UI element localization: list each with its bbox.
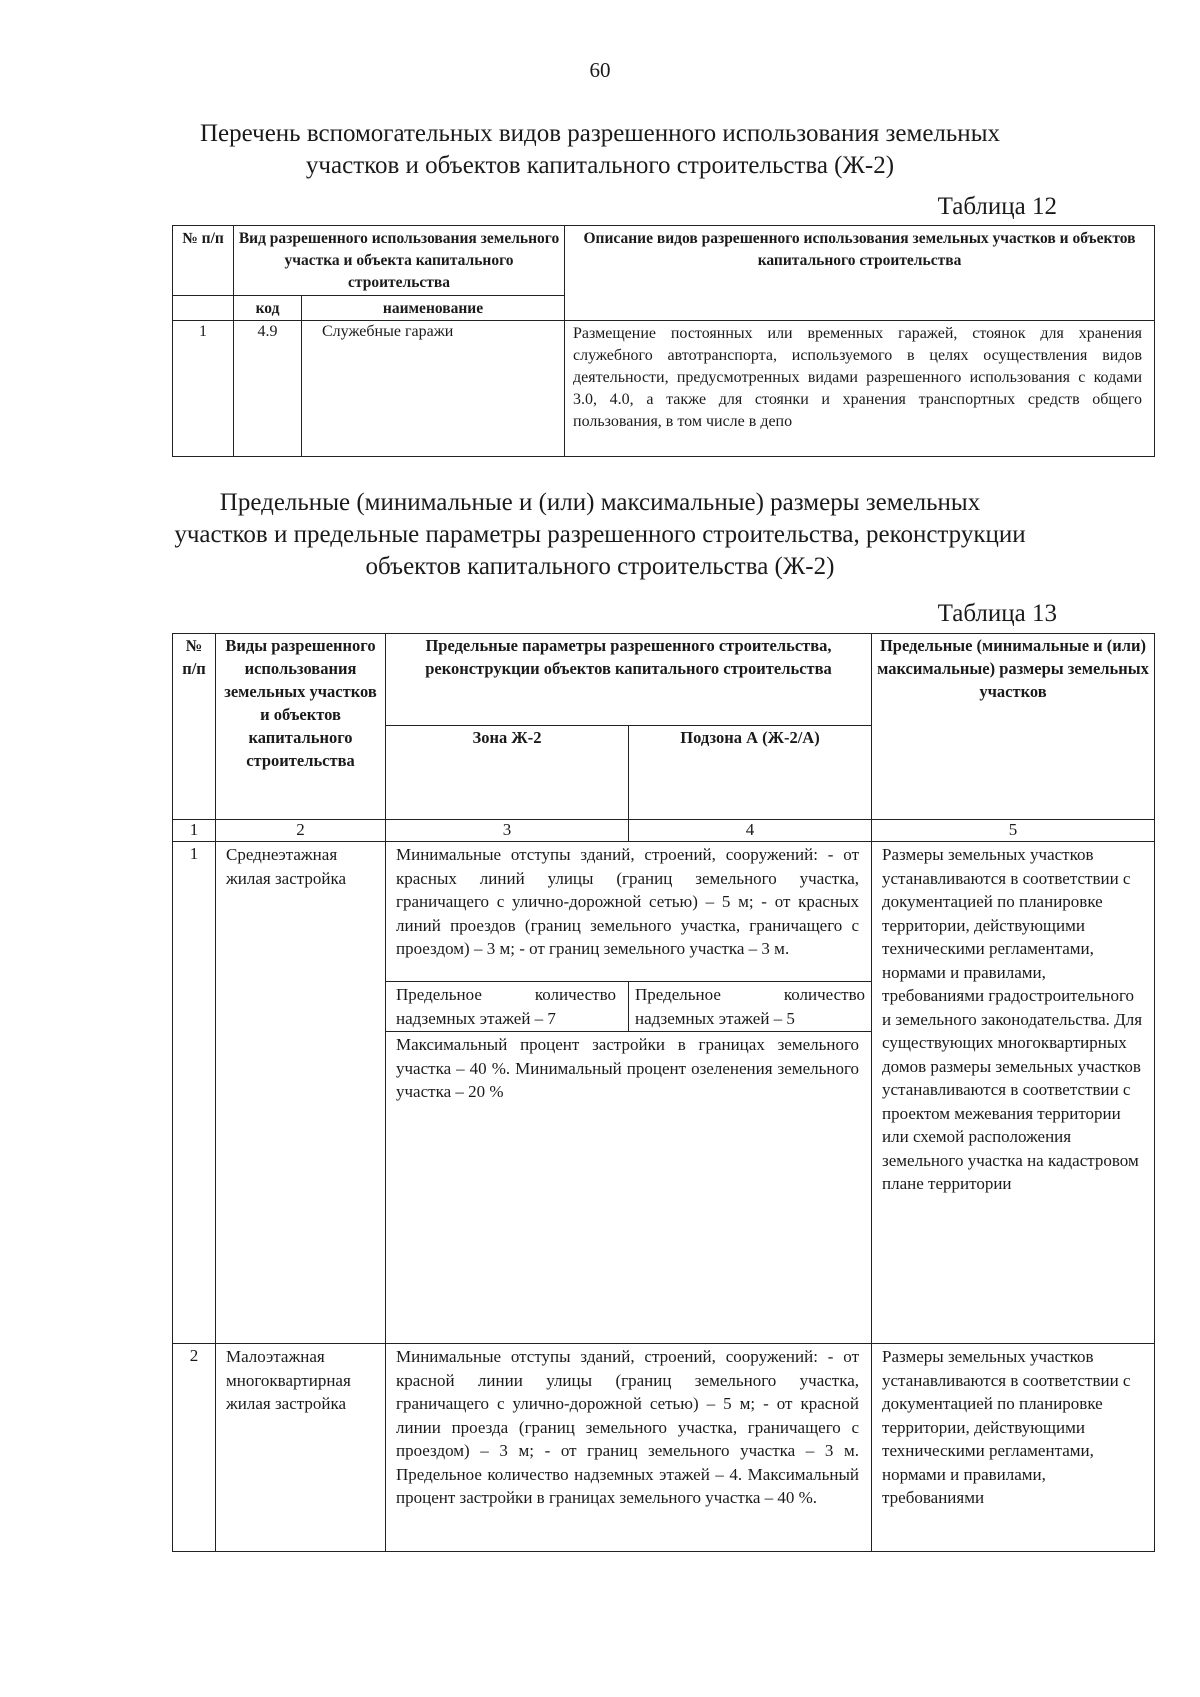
row-code: 4.9	[234, 321, 302, 457]
header-num: № п/п	[173, 634, 216, 820]
row-parameters: Минимальные отступы зданий, строений, сооружений: - от красной линии улицы (границ земельного участка, граничащего с улично-дорожной сетью) – 5 м; - от красной линии проезда (границ земельного участка, граничащего с проездом) – 3 м; - от границ земельного участка – 3 м. Предельное количество надземных этажей – 4. Максимальный процент застройки в границах земельного участка – 40 %.	[386, 1344, 872, 1552]
row-floors-subzone: Предельное количество надземных этажей – 5	[629, 982, 872, 1032]
row-description: Размещение постоянных или временных гаражей, стоянок для хранения служебного автотранспорта, используемого в целях осуществления видов деятельности, предусмотренных видами разрешенного использования с кодами 3.0, 4.0, а также для стоянки и хранения транспортных средств общего пользования, в том числе в депо	[565, 321, 1155, 457]
row-name: Служебные гаражи	[302, 321, 565, 457]
header-use-type: Виды разрешенного использования земельных участков и объектов капитального строительства	[216, 634, 386, 820]
header-code: код	[234, 296, 302, 321]
table-13-caption: Таблица 13	[937, 600, 1057, 627]
header-zone: Зона Ж-2	[386, 726, 629, 820]
heading-limits	[150, 487, 1050, 583]
table-row	[173, 842, 1155, 982]
column-number: 4	[629, 820, 872, 842]
column-number: 1	[173, 820, 216, 842]
heading-line: участков и предельные параметры разрешенного строительства, реконструкции	[174, 521, 1026, 548]
heading-line: участков и объектов капитального строительства (Ж-2)	[305, 152, 895, 179]
header-subzone: Подзона А (Ж-2/А)	[629, 726, 872, 820]
header-use-type: Вид разрешенного использования земельного участка и объекта капитального строительства	[234, 226, 565, 296]
row-use-type: Малоэтажная многоквартирная жилая застройка	[216, 1344, 386, 1552]
heading-line: Перечень вспомогательных видов разрешенного использования земельных	[200, 120, 1000, 147]
row-coverage: Максимальный процент застройки в границах земельного участка – 40 %. Минимальный процент озеленения земельного участка – 20 %	[386, 1032, 872, 1344]
heading-line: объектов капитального строительства (Ж-2)	[365, 553, 835, 580]
table-12	[172, 225, 1155, 457]
column-number: 3	[386, 820, 629, 842]
heading-line: Предельные (минимальные и (или) максимальные) размеры земельных	[219, 489, 981, 516]
page-number: 60	[589, 58, 611, 82]
header-num-spacer	[173, 296, 234, 321]
table-13	[172, 633, 1155, 1552]
row-num: 2	[173, 1344, 216, 1552]
header-name: наименование	[302, 296, 565, 321]
row-num: 1	[173, 842, 216, 1344]
table-row	[173, 321, 1155, 457]
row-num: 1	[173, 321, 234, 457]
row-setbacks: Минимальные отступы зданий, строений, сооружений: - от красных линий улицы (границ земельного участка, граничащего с улично-дорожной сетью) – 5 м; - от красных линий проездов (границ земельного участка, граничащего с проездом) – 3 м; - от границ земельного участка – 3 м.	[386, 842, 872, 982]
row-floors-zone: Предельное количество надземных этажей – 7	[386, 982, 629, 1032]
table-12-caption: Таблица 12	[937, 193, 1057, 220]
column-number: 2	[216, 820, 386, 842]
row-plot-sizes: Размеры земельных участков устанавливаются в соответствии с документацией по планировке территории, действующими техническими регламентами, нормами и правилами, требованиями	[872, 1344, 1155, 1552]
table-row	[173, 1344, 1155, 1552]
header-parameters: Предельные параметры разрешенного строительства, реконструкции объектов капитального строительства	[386, 634, 872, 726]
row-plot-sizes: Размеры земельных участков устанавливаются в соответствии с документацией по планировке территории, действующими техническими регламентами, нормами и правилами, требованиями градостроительного и земельного законодательства. Для существующих многоквартирных домов размеры земельных участков устанавливаются в соответствии с проектом межевания территории или схемой расположения земельного участка на кадастровом плане территории	[872, 842, 1155, 1344]
header-description: Описание видов разрешенного использования земельных участков и объектов капитального строительства	[565, 226, 1155, 321]
column-number: 5	[872, 820, 1155, 842]
heading-auxiliary-uses	[150, 118, 1050, 182]
header-num: № п/п	[173, 226, 234, 296]
header-plot-sizes: Предельные (минимальные и (или) максимальные) размеры земельных участков	[872, 634, 1155, 820]
row-use-type: Среднеэтажная жилая застройка	[216, 842, 386, 1344]
